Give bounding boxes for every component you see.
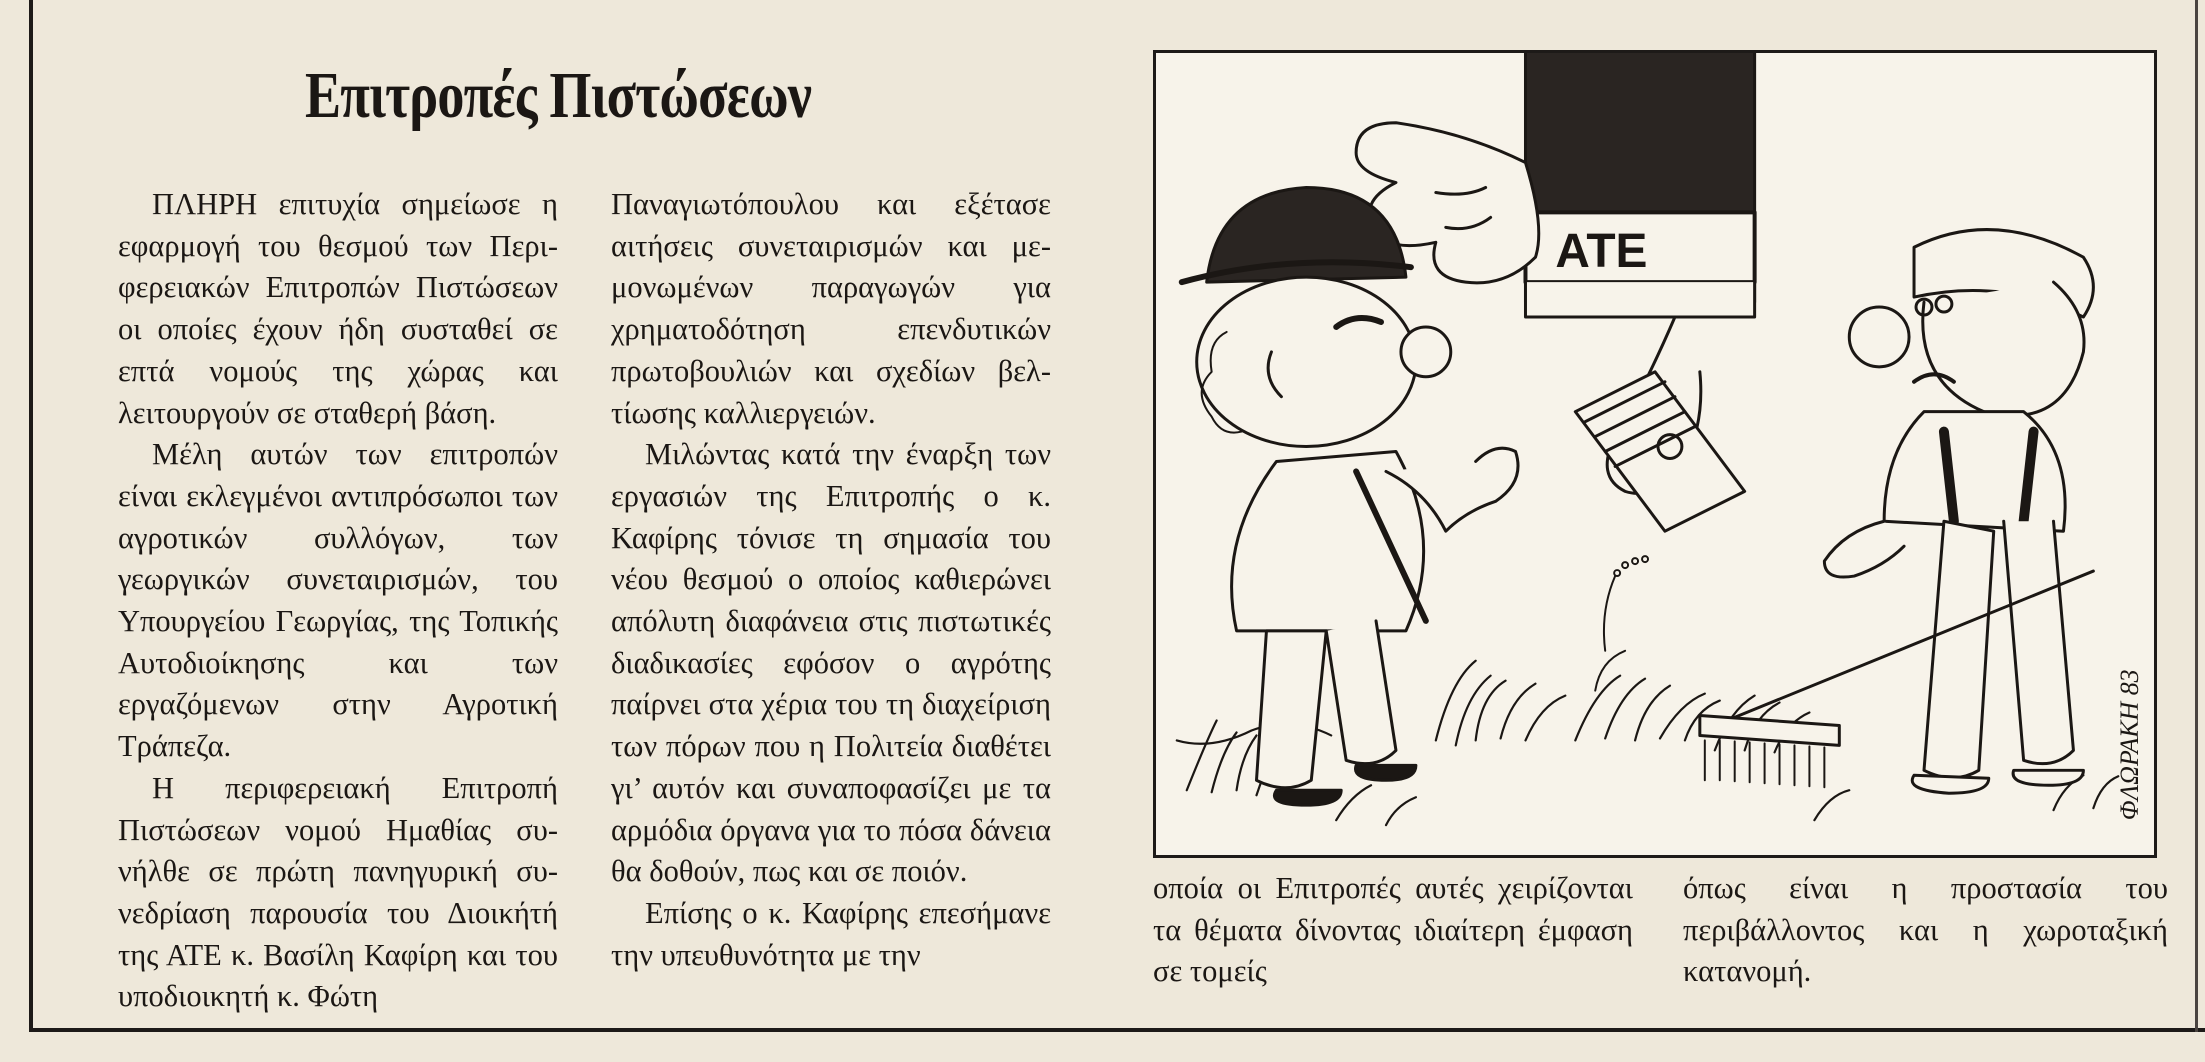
- paragraph: όπως είναι η προστασία του περιβάλλοντος και η χωροταξική κατανομή.: [1683, 871, 2168, 989]
- cartoon-illustration: [1153, 50, 2157, 858]
- paragraph: ΠΛΗΡΗ επιτυχία σημείωσε η εφαρμογή του θεσμού των Περιφερειακών Επιτροπών Πιστώσεων οι οποίες έχουν ήδη συσταθεί σε επτά νομούς της χώρας και λειτουργούν σε σταθερή βάση.: [118, 187, 558, 430]
- paragraph: Μιλώντας κατά την έναρξη των εργασιών της Επιτροπής ο κ. Καφίρης τόνισε τη σημασία του νέου θεσμού ο οποίος καθιερώνει απόλυτη διαφάνεια στις πιστωτικές διαδικασίες εφόσον ο αγρότης παίρνει στα χέρια του τη διαχείριση των πόρων που η Πολιτεία διαθέτει γι’ αυτόν και συναποφασίζει με τα αρμόδια όργανα για το πόσα δάνεια θα δοθούν, πως και σε ποιόν.: [611, 437, 1051, 889]
- article-column-4: [1683, 868, 2168, 993]
- sprout-icon: [1595, 556, 1648, 690]
- column-rule-right: [2195, 0, 2198, 1032]
- article-column-1: [118, 184, 558, 1018]
- cartoonist-signature: ΦΛΩΡΑΚΗ 83: [2115, 669, 2145, 821]
- paragraph: οποία οι Επιτροπές αυτές χειρίζονται τα θέματα δίνοντας ιδιαίτερη έμφαση σε τομείς: [1153, 871, 1633, 989]
- column-rule-left: [29, 0, 33, 1032]
- paragraph: Η περιφερειακή Επιτροπή Πιστώσεων νομού Ημαθίας συνήλθε σε πρώτη πανηγυρική συνεδρίαση παρουσία του Διοικήτή της ΑΤΕ κ. Βασίλη Καφίρη και του υποδιοικητή κ. Φώτη: [118, 770, 558, 1014]
- article-column-2: [611, 184, 1051, 976]
- article-column-3: [1153, 868, 1633, 993]
- article-title: Επιτροπές Πιστώσεων: [305, 59, 812, 132]
- hand-with-money: [1575, 317, 1744, 531]
- paragraph: Επίσης ο κ. Καφίρης επεσήμανε την υπευθυνότητα με την: [611, 895, 1051, 972]
- sleeve-label: ATE: [1555, 225, 1648, 279]
- paragraph: Μέλη αυτών των επιτροπών είναι εκλεγμένοι αντιπρόσωποι των αγροτικών συλλόγων, των γεωργικών συνεταιρισμών, του Υπουργείου Γεωργίας, της Τοπικής Αυτοδιοίκησης και των εργαζόμενων στην Αγροτική Τράπεζα.: [118, 437, 558, 764]
- ate-sleeve: [1525, 53, 1754, 317]
- column-rule-bottom: [29, 1028, 2205, 1032]
- farmer-with-cap: [1824, 230, 2093, 794]
- paragraph: Παναγιωτόπουλου και εξέτασε αιτήσεις συνεταιρισμών και μεμονωμένων παραγωγών για χρηματοδότηση επενδυτικών πρωτοβουλιών και σχεδίων βελτίωσης καλλιεργειών.: [611, 187, 1051, 430]
